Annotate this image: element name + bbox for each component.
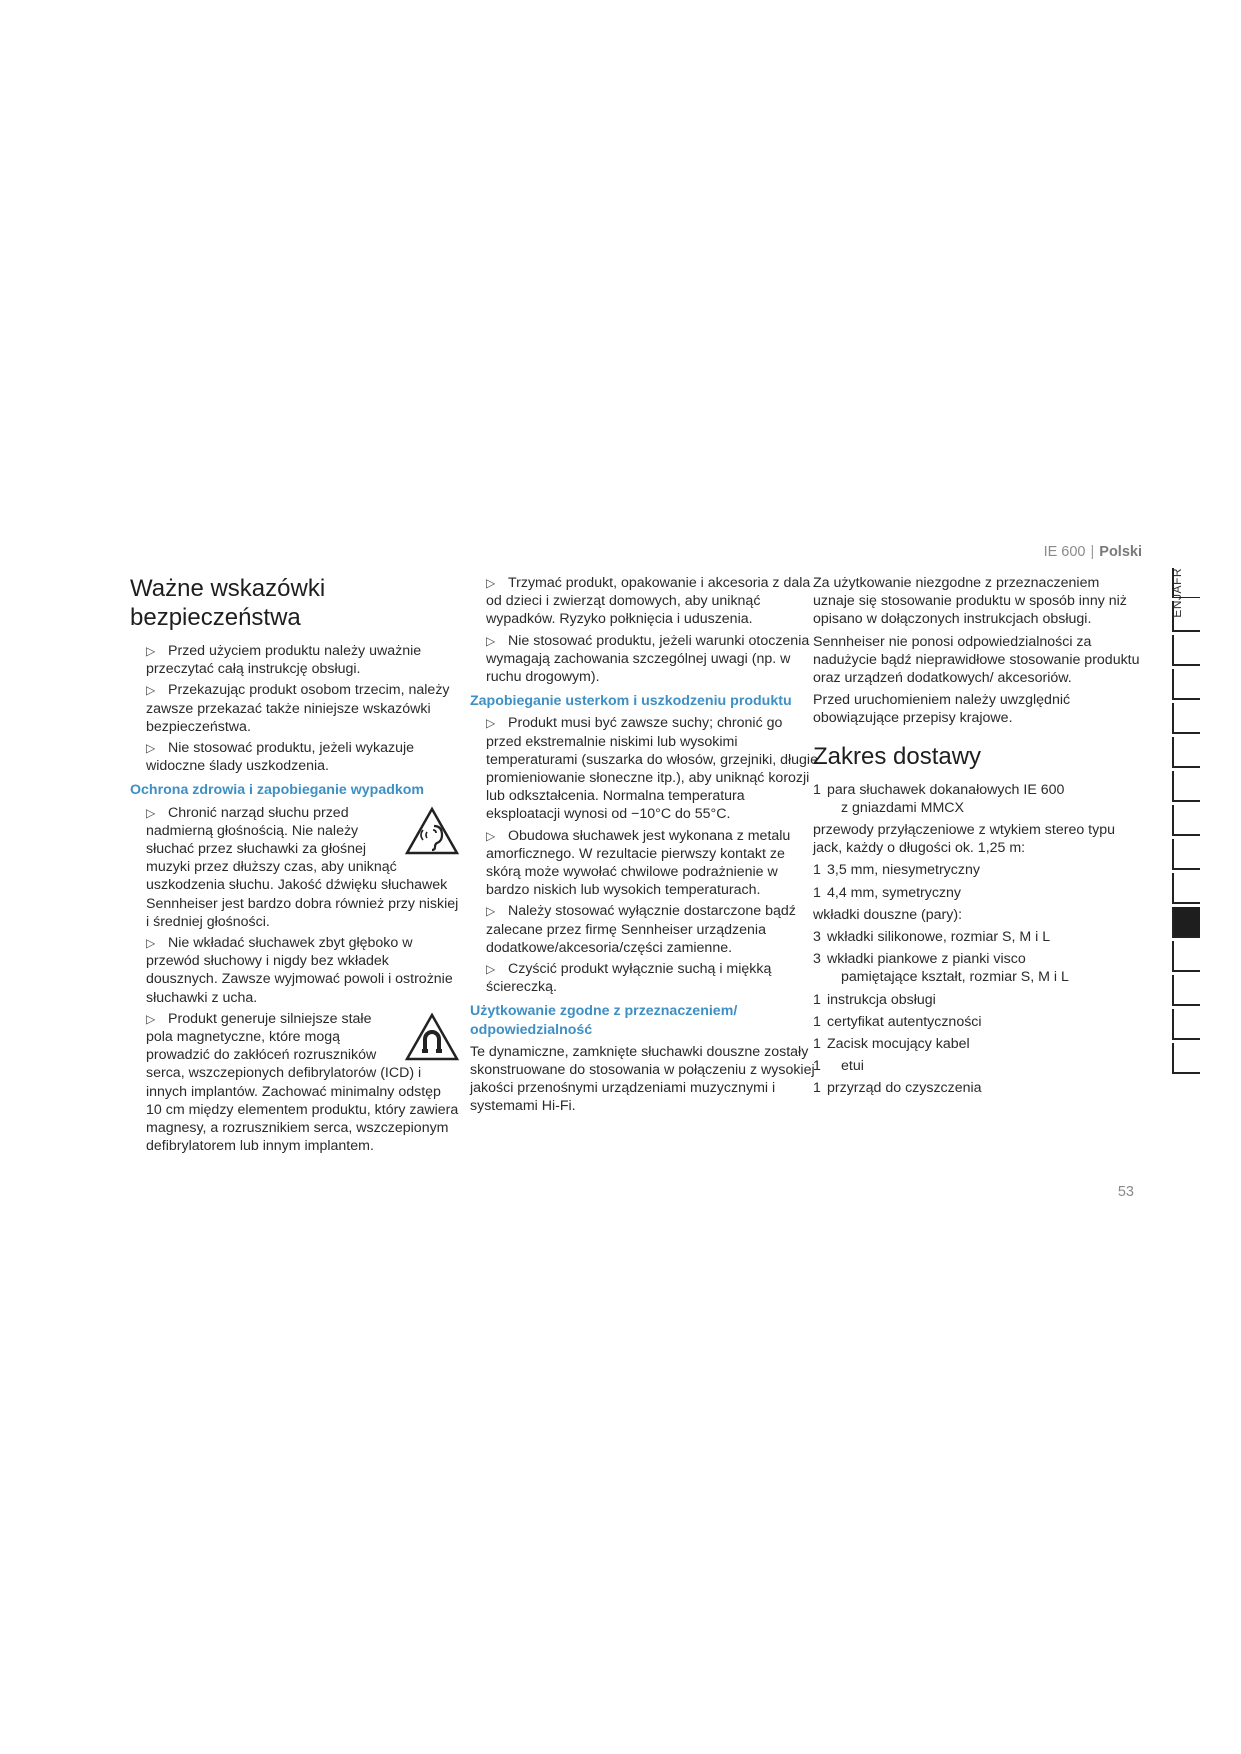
tab-marker[interactable]	[1172, 873, 1200, 904]
triangle-bullet-icon: ▷	[486, 904, 496, 919]
delivery-item: 1 4,4 mm, symetryczny	[813, 884, 962, 901]
section-title-intended-use: Użytkowanie zgodne z przeznaczeniem/ odpowiedzialność	[470, 1003, 738, 1038]
paragraph: Sennheiser nie ponosi odpowiedzialności za nadużycie bądź nieprawidłowe stosowanie produktu oraz urządzeń dodatkowych/ akcesoriów.	[813, 633, 1140, 687]
tab-marker[interactable]	[1172, 737, 1200, 768]
tab-marker[interactable]	[1172, 1009, 1200, 1040]
list-item: ▷ Nie wkładać słuchawek zbyt głęboko w przewód słuchowy i nigdy bez wkładek dousznych. Zawsze wyjmować powoli i ostrożnie słuchawki z ucha.	[146, 935, 453, 1006]
delivery-item: 1 3,5 mm, niesymetryczny	[813, 862, 980, 879]
triangle-bullet-icon: ▷	[146, 683, 156, 698]
delivery-subheading: wkładki douszne (pary):	[813, 906, 963, 923]
page-title: Ważne wskazówki bezpieczeństwa	[130, 575, 326, 631]
hearing-warning-icon	[404, 806, 460, 856]
triangle-bullet-icon: ▷	[146, 936, 156, 951]
tab-marker[interactable]	[1172, 771, 1200, 802]
tab-marker[interactable]	[1172, 601, 1200, 632]
list-item: ▷ Przekazując produkt osobom trzecim, należy zawsze przekazać także niniejsze wskazówki bezpieczeństwa.	[146, 682, 450, 735]
triangle-bullet-icon: ▷	[146, 644, 156, 658]
header-language: Polski	[1099, 544, 1142, 560]
tab-marker[interactable]	[1172, 1043, 1200, 1074]
triangle-bullet-icon: ▷	[486, 828, 496, 843]
section-title-health: Ochrona zdrowia i zapobieganie wypadkom	[130, 782, 425, 799]
language-tab-fr[interactable]: FR	[1170, 568, 1184, 585]
list-item: ▷ Produkt musi być zawsze suchy; chronić go przed ekstremalnie niskimi lub wysokimi temperaturami (suszarka do włosów, grzejniki, długie promieniowanie słoneczne itp.), aby uniknąć korozji lub odkształcenia. Normalna temperatura eksploatacji wynosi od −10°C do 55°C.	[486, 715, 818, 823]
section-title-damage: Zapobieganie usterkom i uszkodzeniu produktu	[470, 693, 792, 710]
list-item: ▷ Chronić narząd słuchu przed nadmierną głośnością. Nie należy słuchać przez słuchawki za głośnej muzyki przez dłuższy czas, aby uniknąć uszkodzenia słuchu. Jakość dźwięku słuchawek Sennheiser jest bardzo dobra również przy niskiej i średniej głośności.	[146, 804, 459, 930]
tab-marker[interactable]	[1172, 703, 1200, 734]
triangle-bullet-icon: ▷	[486, 962, 496, 977]
delivery-item: 1 para słuchawek dokanałowych IE 600 z gniazdami MMCX	[813, 781, 1065, 816]
delivery-item: 1 przyrząd do czyszczenia	[813, 1080, 982, 1097]
delivery-item: 1 instrukcja obsługi	[813, 991, 936, 1008]
delivery-title: Zakres dostawy	[813, 742, 982, 770]
language-tab-en[interactable]: EN	[1170, 600, 1184, 618]
triangle-bullet-icon: ▷	[146, 741, 156, 756]
language-tab-ja[interactable]: JA	[1170, 585, 1184, 601]
tab-marker-active[interactable]	[1172, 907, 1200, 938]
triangle-bullet-icon: ▷	[486, 576, 496, 590]
list-item: ▷ Produkt generuje silniejsze stałe pola magnetyczne, które mogą prowadzić do zakłóceń rozruszników serca, wszczepionych defibrylatorów (ICD) i innych implantów. Zachować minimalny odstęp 10 cm między elementem produktu, który zawiera magnesy, a rozrusznikiem serca, wszczepionym defibrylatorem lub innym implantem.	[146, 1010, 459, 1155]
language-tabs	[1172, 568, 1200, 1077]
triangle-bullet-icon: ▷	[486, 716, 496, 731]
delivery-item: 1 etui	[813, 1058, 864, 1075]
paragraph: Za użytkowanie niezgodne z przeznaczeniem uznaje się stosowanie produktu w sposób inny niż opisano w dołączonych instrukcjach obsługi.	[813, 575, 1127, 628]
column-delivery	[813, 574, 1143, 1102]
tab-marker[interactable]	[1172, 669, 1200, 700]
list-item: ▷ Nie stosować produktu, jeżeli wykazuje widoczne ślady uszkodzenia.	[146, 740, 415, 775]
list-item: ▷ Nie stosować produktu, jeżeli warunki otoczenia wymagają zachowania szczególnej uwagi (np. w ruchu drogowym).	[486, 632, 810, 686]
triangle-bullet-icon: ▷	[146, 805, 156, 820]
tab-marker[interactable]	[1172, 805, 1200, 836]
delivery-item: 1 certyfikat autentyczności	[813, 1013, 982, 1030]
magnet-warning-icon	[404, 1012, 460, 1062]
tab-marker[interactable]	[1172, 941, 1200, 972]
page-header	[1000, 544, 1142, 560]
page-number: 53	[1117, 1184, 1134, 1200]
delivery-item: 3 wkładki piankowe z pianki visco pamiętające kształt, rozmiar S, M i L	[813, 951, 1069, 986]
triangle-bullet-icon: ▷	[146, 1011, 156, 1026]
delivery-item: 3 wkładki silikonowe, rozmiar S, M i L	[813, 929, 1051, 946]
delivery-subheading: przewody przyłączeniowe z wtykiem stereo typu jack, każdy o długości ok. 1,25 m:	[813, 822, 1115, 857]
product-model: IE 600	[1043, 544, 1086, 560]
paragraph: Przed uruchomieniem należy uwzględnić obowiązujące przepisy krajowe.	[813, 692, 1071, 727]
tab-marker[interactable]	[1172, 975, 1200, 1006]
list-item: ▷ Przed użyciem produktu należy uważnie przeczytać całą instrukcję obsługi.	[146, 643, 422, 678]
list-item: ▷ Należy stosować wyłącznie dostarczone bądź zalecane przez firmę Sennheiser urządzenia dodatkowe/akcesoria/części zamienne.	[486, 903, 796, 956]
paragraph: Te dynamiczne, zamknięte słuchawki douszne zostały skonstruowane do stosowania w połączeniu z wysokiej jakości przenośnymi urządzeniami muzycznymi i systemami Hi-Fi.	[470, 1043, 815, 1115]
tab-marker[interactable]	[1172, 839, 1200, 870]
tab-marker[interactable]	[1170, 568, 1200, 601]
header-separator: |	[1090, 544, 1095, 560]
list-item: ▷ Obudowa słuchawek jest wykonana z metalu amorficznego. W rezultacie pierwszy kontakt ze skórą może wywołać chwilowe podrażnienie w bardzo niskich lub wysokich temperaturach.	[486, 827, 791, 899]
column-safety	[130, 574, 460, 1158]
triangle-bullet-icon: ▷	[486, 633, 496, 648]
list-item: ▷ Trzymać produkt, opakowanie i akcesoria z dala od dzieci i zwierząt domowych, aby uniknąć wypadków. Ryzyko połknięcia i uduszenia.	[486, 575, 811, 628]
delivery-item: 1 Zacisk mocujący kabel	[813, 1036, 970, 1053]
list-item: ▷ Czyścić produkt wyłącznie suchą i miękką ściereczką.	[486, 961, 772, 996]
column-usage	[470, 574, 820, 1120]
tab-marker[interactable]	[1172, 635, 1200, 666]
